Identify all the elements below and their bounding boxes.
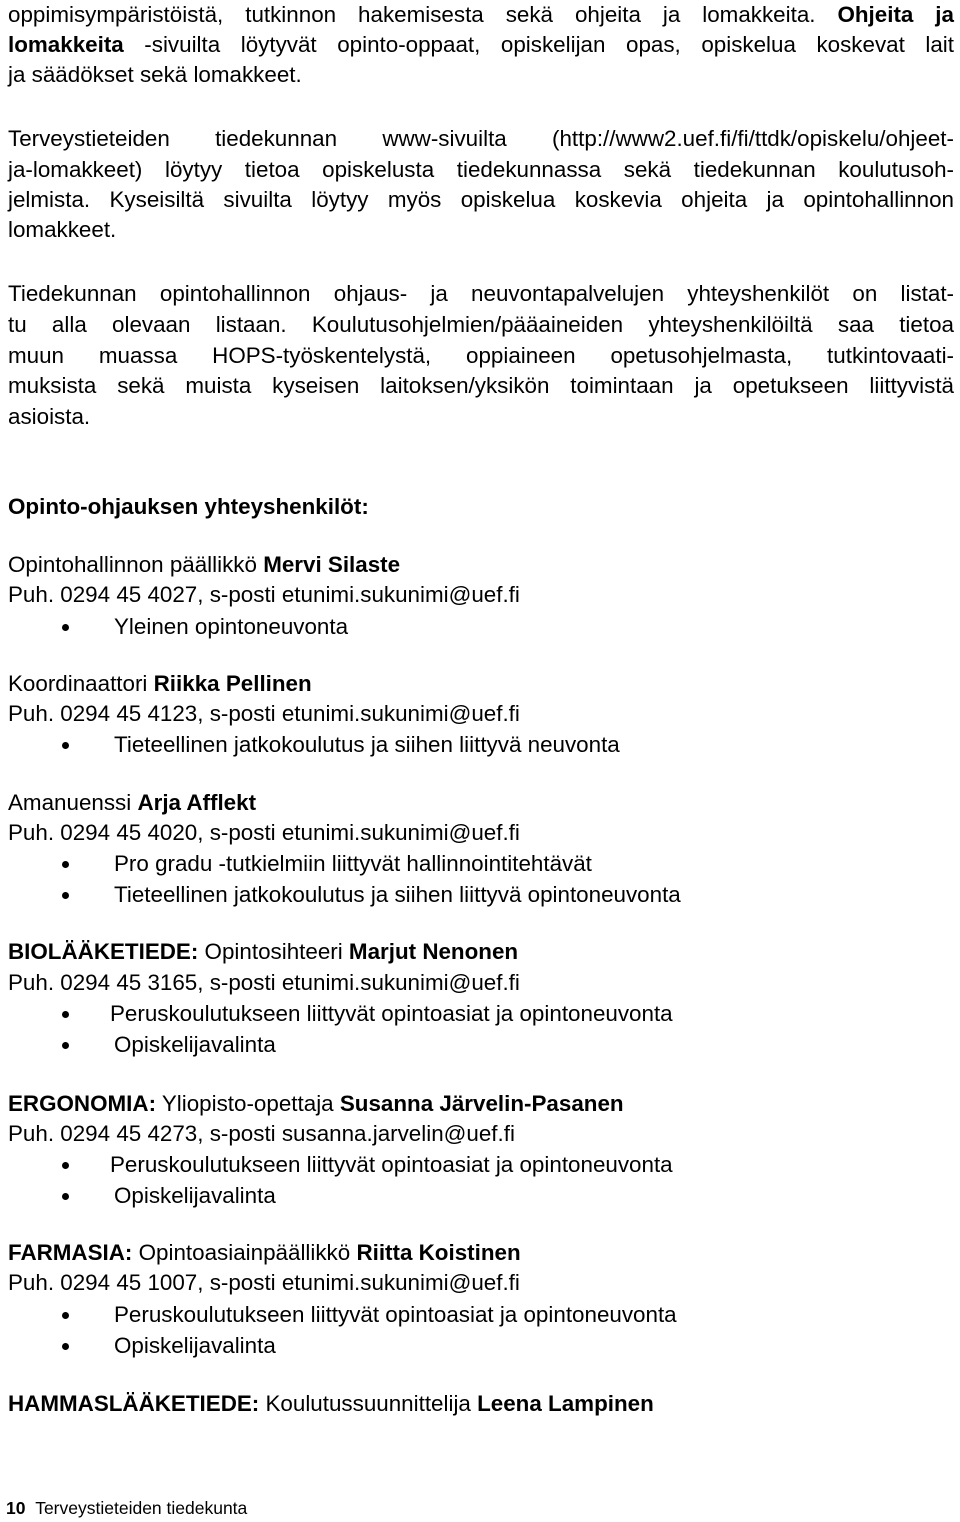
paragraph-line: Tiedekunnan opintohallinnon ohjaus- ja neuvontapalvelujen yhteyshenkilöt on listat-	[8, 281, 954, 306]
list-item: Pro gradu -tutkielmiin liittyvät hallinnointitehtävät	[114, 851, 592, 876]
department-label: FARMASIA:	[8, 1240, 133, 1265]
bullet-icon	[62, 861, 69, 868]
paragraph-line: muksista sekä muista kyseisen laitoksen/yksikön toimintaan ja opetukseen liittyvistä	[8, 373, 954, 398]
list-item: Opiskelijavalinta	[114, 1333, 276, 1358]
contact-title	[8, 550, 400, 580]
paragraph-line: muun muassa HOPS-työskentelystä, oppiaineen opetusohjelmasta, tutkintovaati-	[8, 343, 954, 368]
list-item: Peruskoulutukseen liittyvät opintoasiat ja opintoneuvonta	[110, 1152, 673, 1177]
contact-title	[8, 937, 518, 967]
text: -sivuilta löytyvät opinto-oppaat, opiskelijan opas, opiskelua koskevat lait	[123, 32, 954, 57]
list-item: Opiskelijavalinta	[114, 1032, 276, 1057]
contact-name: Marjut Nenonen	[348, 939, 519, 964]
contact-name: Mervi Silaste	[263, 552, 401, 577]
contact-title	[8, 669, 312, 699]
bullet-icon	[62, 1042, 69, 1049]
contact-title	[8, 788, 256, 818]
paragraph-line: lomakkeet.	[8, 217, 117, 242]
contact-phone: Puh. 0294 45 4020, s-posti etunimi.sukunimi@uef.fi	[8, 820, 520, 845]
contact-phone: Puh. 0294 45 3165, s-posti etunimi.sukunimi@uef.fi	[8, 970, 520, 995]
footer-text: Terveystieteiden tiedekunta	[35, 1498, 248, 1518]
bullet-icon	[62, 1162, 69, 1169]
contact-phone: Puh. 0294 45 4123, s-posti etunimi.sukunimi@uef.fi	[8, 701, 520, 726]
bold-text: lomakkeita	[8, 32, 124, 57]
paragraph-line: asioista.	[8, 404, 91, 429]
contact-name: Leena Lampinen	[477, 1391, 654, 1416]
bold-text: Ohjeita ja	[837, 2, 954, 27]
page-footer	[6, 1497, 247, 1519]
contact-phone: Puh. 0294 45 4273, s-posti susanna.jarvelin@uef.fi	[8, 1121, 515, 1146]
page-number: 10	[6, 1498, 26, 1518]
list-item: Opiskelijavalinta	[114, 1183, 276, 1208]
contact-role: Koordinaattori	[8, 671, 154, 696]
list-item: Tieteellinen jatkokoulutus ja siihen liittyvä neuvonta	[114, 732, 620, 757]
paragraph-line	[8, 30, 954, 60]
contact-role: Opintoasiainpäällikkö	[132, 1240, 357, 1265]
contact-phone: Puh. 0294 45 4027, s-posti etunimi.sukunimi@uef.fi	[8, 582, 520, 607]
section-heading: Opinto-ohjauksen yhteyshenkilöt:	[8, 494, 369, 519]
paragraph-line	[8, 0, 954, 30]
contact-role: Opintohallinnon päällikkö	[8, 552, 264, 577]
contact-role: Amanuenssi	[8, 790, 138, 815]
contact-role: Koulutussuunnittelija	[259, 1391, 478, 1416]
paragraph-line: ja säädökset sekä lomakkeet.	[8, 62, 302, 87]
bullet-icon	[62, 1011, 69, 1018]
contact-title	[8, 1089, 624, 1119]
contact-name: Riikka Pellinen	[153, 671, 312, 696]
department-label: BIOLÄÄKETIEDE:	[8, 939, 199, 964]
department-label: HAMMASLÄÄKETIEDE:	[8, 1391, 260, 1416]
contact-name: Riitta Koistinen	[356, 1240, 521, 1265]
contact-name: Susanna Järvelin-Pasanen	[339, 1091, 624, 1116]
bullet-icon	[62, 742, 69, 749]
contact-phone: Puh. 0294 45 1007, s-posti etunimi.sukunimi@uef.fi	[8, 1270, 520, 1295]
paragraph-line: ja-lomakkeet) löytyy tietoa opiskelusta tiedekunnassa sekä tiedekunnan koulutusoh-	[8, 157, 954, 182]
department-label: ERGONOMIA:	[8, 1091, 157, 1116]
list-item: Peruskoulutukseen liittyvät opintoasiat ja opintoneuvonta	[114, 1302, 677, 1327]
contact-title	[8, 1238, 521, 1268]
list-item: Yleinen opintoneuvonta	[114, 614, 349, 639]
contact-role: Yliopisto-opettaja	[156, 1091, 340, 1116]
contact-title	[8, 1389, 654, 1419]
contact-role: Opintosihteeri	[198, 939, 349, 964]
bullet-icon	[62, 1312, 69, 1319]
bullet-icon	[62, 1193, 69, 1200]
contact-name: Arja Afflekt	[137, 790, 257, 815]
bullet-icon	[62, 624, 69, 631]
text: oppimisympäristöistä, tutkinnon hakemisesta sekä ohjeita ja lomakkeita.	[8, 2, 816, 27]
paragraph-line: Terveystieteiden tiedekunnan www-sivuilta (http://www2.uef.fi/fi/ttdk/opiskelu/ohjeet-	[8, 126, 954, 151]
list-item: Tieteellinen jatkokoulutus ja siihen liittyvä opintoneuvonta	[114, 882, 681, 907]
paragraph-line: tu alla olevaan listaan. Koulutusohjelmien/pääaineiden yhteyshenkilöiltä saa tietoa	[8, 312, 954, 337]
list-item: Peruskoulutukseen liittyvät opintoasiat ja opintoneuvonta	[110, 1001, 673, 1026]
bullet-icon	[62, 1343, 69, 1350]
paragraph-line: jelmista. Kyseisiltä sivuilta löytyy myös opiskelua koskevia ohjeita ja opintohallinnon	[8, 187, 954, 212]
bullet-icon	[62, 892, 69, 899]
